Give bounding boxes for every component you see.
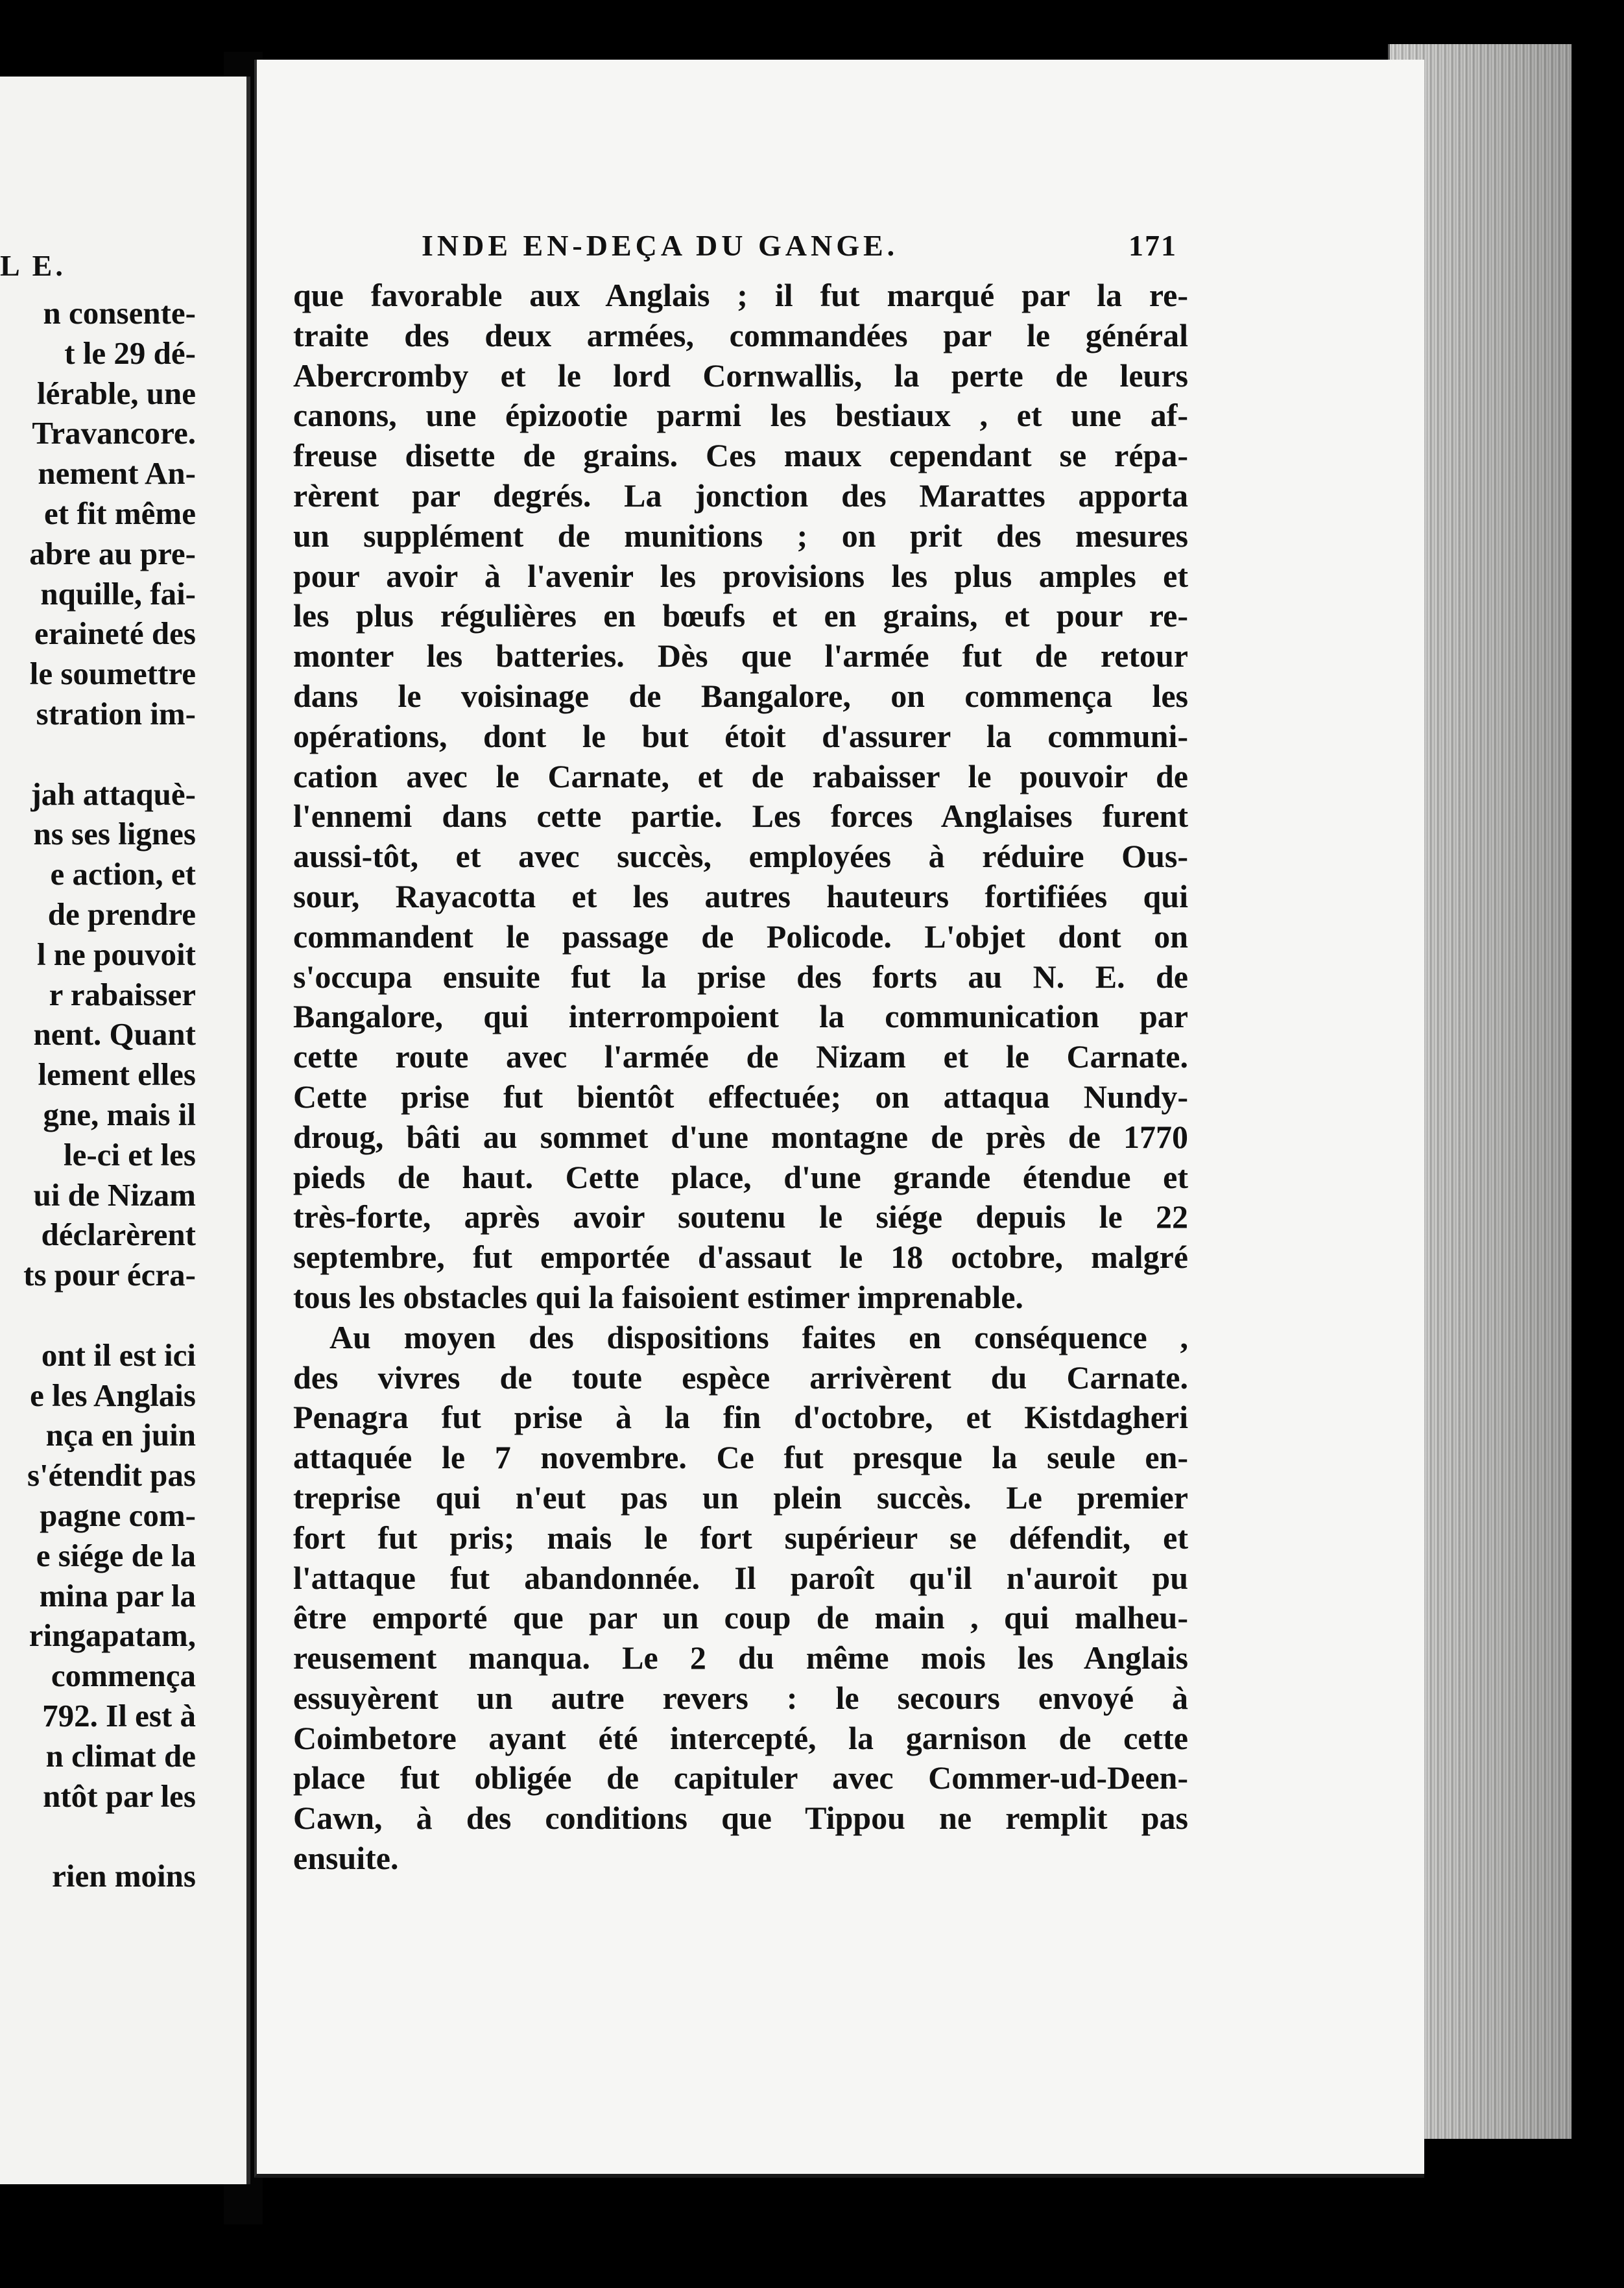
left-text-line: ns ses lignes: [33, 816, 196, 852]
running-head: [422, 228, 1177, 263]
left-text-line: le-ci et les: [63, 1136, 196, 1173]
left-text-line: jah attaquè-: [30, 776, 196, 812]
left-text-line: s'étendit pas: [27, 1457, 196, 1494]
left-text-line: nça en juin: [45, 1417, 196, 1453]
text-line: treprise qui n'eut pas un plein succès. Le premier: [293, 1479, 1188, 1516]
left-text-line: nement An-: [38, 455, 196, 492]
text-line: septembre, fut emportée d'assaut le 18 octobre, malgré: [293, 1239, 1188, 1276]
text-line: place fut obligée de capituler avec Commer-ud-Deen-: [293, 1759, 1188, 1796]
left-text-line: e action, et: [50, 856, 196, 892]
text-line: pieds de haut. Cette place, d'une grande étendue et: [293, 1158, 1188, 1195]
text-line: l'attaque fut abandonnée. Il paroît qu'il n'auroit pu: [293, 1559, 1188, 1596]
left-text-line: ont il est ici: [41, 1337, 196, 1373]
text-line: opérations, dont le but étoit d'assurer la communi-: [293, 717, 1188, 754]
text-line: très-forte, après avoir soutenu le siége depuis le 22: [293, 1198, 1188, 1235]
left-text-line: ui de Nizam: [33, 1176, 196, 1213]
text-line: s'occupa ensuite fut la prise des forts au N. E. de: [293, 958, 1188, 995]
page-number: 171: [1128, 229, 1177, 262]
left-text-line: rien moins: [52, 1858, 196, 1894]
text-line: reusement manqua. Le 2 du même mois les Anglais: [293, 1639, 1188, 1676]
left-text-line: t le 29 dé-: [64, 335, 196, 371]
text-line: Abercromby et le lord Cornwallis, la perte de leurs: [293, 357, 1188, 394]
text-line: droug, bâti au sommet d'une montagne de près de 1770: [293, 1118, 1188, 1155]
text-line: canons, une épizootie parmi les bestiaux , et une af-: [293, 397, 1188, 434]
text-line: ensuite.: [293, 1840, 399, 1877]
left-text-line: n consente-: [43, 295, 196, 331]
left-text-line: pagne com-: [40, 1497, 196, 1533]
text-line: Penagra fut prise à la fin d'octobre, et Kistdagheri: [293, 1399, 1188, 1436]
running-head-title: INDE EN-DEÇA DU GANGE.: [422, 229, 899, 262]
left-text-line: Travancore.: [32, 415, 196, 451]
left-text-line: et fit même: [44, 495, 196, 531]
text-line: fort fut pris; mais le fort supérieur se défendit, et: [293, 1519, 1188, 1556]
text-line: des vivres de toute espèce arrivèrent du Carnate.: [293, 1359, 1188, 1396]
text-line: freuse disette de grains. Ces maux cependant se répa-: [293, 437, 1188, 474]
left-text-line: lement elles: [38, 1056, 196, 1093]
text-line: monter les batteries. Dès que l'armée fut de retour: [293, 638, 1188, 674]
body-text: [293, 276, 1188, 1879]
left-text-line: déclarèrent: [41, 1217, 196, 1253]
left-text-line: stration im-: [36, 696, 196, 732]
text-line: Cawn, à des conditions que Tippou ne remplit pas: [293, 1800, 1188, 1837]
left-text-line: e siége de la: [36, 1537, 196, 1573]
text-line: Cette prise fut bientôt effectuée; on attaqua Nundy-: [293, 1078, 1188, 1115]
text-line: tous les obstacles qui la faisoient estimer imprenable.: [293, 1278, 1023, 1315]
text-line: cette route avec l'armée de Nizam et le Carnate.: [293, 1038, 1188, 1075]
left-text-line: n climat de: [45, 1737, 196, 1774]
text-line: un supplément de munitions ; on prit des mesures: [293, 517, 1188, 554]
left-text-line: gne, mais il: [43, 1097, 196, 1132]
text-line: l'ennemi dans cette partie. Les forces Anglaises furent: [293, 798, 1188, 835]
text-line: aussi-tôt, et avec succès, employées à réduire Ous-: [293, 838, 1188, 875]
left-text-line: commença: [51, 1658, 196, 1694]
left-text-line: r rabaisser: [49, 976, 196, 1012]
left-text-line: de prendre: [47, 896, 196, 932]
left-text-line: abre au pre-: [29, 535, 196, 571]
left-text-line: l ne pouvoit: [36, 936, 196, 972]
left-text-line: nent. Quant: [33, 1016, 196, 1053]
text-line: Au moyen des dispositions faites en conséquence ,: [329, 1318, 1188, 1355]
text-line: commandent le passage de Policode. L'objet dont on: [293, 918, 1188, 955]
left-page: [0, 77, 250, 2184]
text-line: attaquée le 7 novembre. Ce fut presque la seule en-: [293, 1439, 1188, 1476]
text-line: Coimbetore ayant été intercepté, la garnison de cette: [293, 1719, 1188, 1756]
text-line: cation avec le Carnate, et de rabaisser le pouvoir de: [293, 757, 1188, 794]
text-line: rèrent par degrés. La jonction des Marattes apporta: [293, 477, 1188, 514]
left-text-line: ts pour écra-: [23, 1257, 196, 1293]
text-line: Bangalore, qui interrompoient la communication par: [293, 998, 1188, 1035]
text-line: dans le voisinage de Bangalore, on commença les: [293, 677, 1188, 714]
left-text-line: ntôt par les: [43, 1778, 196, 1814]
left-text-line: eraineté des: [34, 615, 196, 652]
left-text-line: lérable, une: [37, 375, 196, 411]
text-line: pour avoir à l'avenir les provisions les plus amples et: [293, 557, 1188, 594]
text-line: traite des deux armées, commandées par le général: [293, 316, 1188, 353]
left-running-head: L E.: [0, 249, 66, 282]
left-text-line: 792. Il est à: [42, 1698, 196, 1734]
text-line: sour, Rayacotta et les autres hauteurs fortifiées qui: [293, 877, 1188, 914]
text-line: les plus régulières en bœufs et en grains, et pour re-: [293, 597, 1188, 634]
left-text-line: le soumettre: [29, 656, 196, 692]
left-text-line: ringapatam,: [29, 1617, 196, 1654]
left-text-line: e les Anglais: [30, 1377, 196, 1413]
text-line: être emporté que par un coup de main , qui malheu-: [293, 1599, 1188, 1636]
left-text-line: mina par la: [39, 1577, 196, 1614]
text-line: que favorable aux Anglais ; il fut marqué par la re-: [293, 277, 1188, 313]
text-line: essuyèrent un autre revers : le secours envoyé à: [293, 1679, 1188, 1716]
left-text-line: nquille, fai-: [40, 575, 196, 612]
